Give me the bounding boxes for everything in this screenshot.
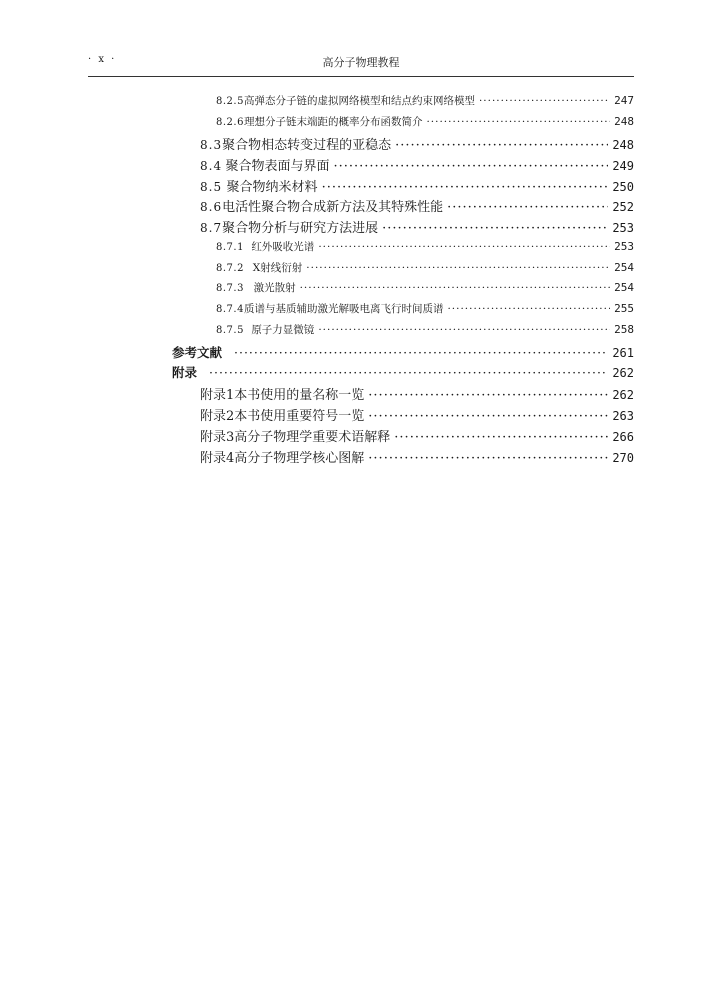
dot-leader	[234, 345, 608, 360]
toc-entry-references[interactable]	[172, 343, 634, 361]
toc-entry-title: 质谱与基质辅助激光解吸电离飞行时间质谱	[243, 303, 444, 315]
toc-entry-title: 高分子物理学核心图解	[234, 451, 365, 466]
toc-entry[interactable]	[200, 155, 634, 174]
toc-entry-number: 8.7.1	[216, 242, 244, 253]
running-title: 高分子物理教程	[322, 56, 400, 69]
dot-leader	[447, 303, 610, 315]
toc-entry-title: 激光散射	[253, 282, 296, 294]
toc-entry-page: 258	[614, 323, 634, 336]
toc-entry[interactable]	[200, 405, 634, 424]
toc-entry-number: 附录2	[200, 409, 235, 424]
toc-entry-number: 8.5	[200, 180, 223, 194]
dot-leader	[333, 159, 608, 174]
toc-entry-number: 8.6	[200, 200, 223, 214]
toc-entry-page: 247	[614, 94, 634, 107]
toc-entry-title: X射线衍射	[252, 262, 303, 274]
dot-leader	[318, 324, 610, 336]
toc-entry[interactable]	[200, 447, 634, 466]
toc-entry-title: 附录	[172, 365, 198, 380]
dot-leader	[368, 451, 608, 466]
toc-entry-title: 本书使用的量名称一览	[234, 388, 365, 403]
toc-entry-page: 252	[612, 200, 634, 214]
toc-entry-title: 聚合物分析与研究方法进展	[222, 221, 379, 236]
dot-leader	[306, 262, 610, 274]
toc-entry-title: 本书使用重要符号一览	[234, 409, 365, 424]
toc-entry-title: 电活性聚合物合成新方法及其特殊性能	[222, 200, 444, 215]
toc-entry[interactable]	[200, 217, 634, 236]
dot-leader	[368, 388, 608, 403]
dot-leader	[382, 221, 608, 236]
toc-entry[interactable]	[216, 114, 634, 129]
toc-entry-page: 270	[612, 451, 634, 465]
toc-entry-page: 248	[614, 115, 634, 128]
toc-entry-number: 8.2.5	[216, 96, 244, 107]
dot-leader	[318, 241, 610, 253]
toc-entry-page: 254	[614, 261, 634, 274]
toc-entry-title: 聚合物相态转变过程的亚稳态	[222, 138, 392, 153]
toc-entry-title: 原子力显微镜	[251, 324, 315, 336]
dot-leader	[368, 409, 608, 424]
page-number: · x ·	[88, 54, 117, 65]
dot-leader	[209, 365, 608, 380]
toc-entry[interactable]	[216, 280, 634, 295]
toc-entry[interactable]	[200, 176, 634, 195]
toc-entry-title: 参考文献	[172, 345, 223, 360]
toc-entry-page: 253	[612, 221, 634, 235]
running-header	[88, 54, 634, 77]
toc-entry-page: 249	[612, 159, 634, 173]
toc-entry-title: 聚合物表面与界面	[225, 159, 330, 174]
dot-leader	[395, 138, 608, 153]
dot-leader	[479, 95, 610, 107]
toc-entry-title: 理想分子链末端距的概率分布函数简介	[243, 116, 423, 128]
toc-entry-number: 附录1	[200, 388, 235, 403]
toc-entry-page: 266	[612, 430, 634, 444]
dot-leader	[447, 200, 608, 215]
toc-entry-number: 附录3	[200, 430, 235, 445]
toc-entry[interactable]	[200, 196, 634, 215]
toc-entry-page: 261	[612, 346, 634, 360]
toc-entry-number: 8.2.6	[216, 117, 244, 128]
toc-entry[interactable]	[216, 239, 634, 254]
toc-entry-page: 248	[612, 138, 634, 152]
toc-entry[interactable]	[216, 322, 634, 337]
toc-entry-title: 高分子物理学重要术语解释	[234, 430, 391, 445]
toc-entry[interactable]	[200, 426, 634, 445]
toc-entry-title: 红外吸收光谱	[251, 241, 315, 253]
toc-entry-number: 8.7	[200, 221, 223, 235]
toc-entry-number: 8.4	[200, 159, 223, 173]
toc-entry[interactable]	[216, 301, 634, 316]
toc-entry-number: 8.7.4	[216, 304, 244, 315]
toc-entry[interactable]	[216, 260, 634, 275]
toc-entry-number: 8.3	[200, 138, 223, 152]
toc-entry-number: 8.7.3	[216, 283, 244, 294]
toc-entry-page: 254	[614, 281, 634, 294]
toc-entry-page: 262	[612, 366, 634, 380]
toc-entry-title: 高弹态分子链的虚拟网络模型和结点约束网络模型	[243, 95, 475, 107]
toc-entry-page: 262	[612, 388, 634, 402]
toc-entry-page: 255	[614, 302, 634, 315]
toc-entry-page: 250	[612, 180, 634, 194]
dot-leader	[394, 430, 608, 445]
toc-entry-number: 附录4	[200, 451, 235, 466]
dot-leader	[322, 180, 609, 195]
toc-entry-number: 8.7.5	[216, 325, 244, 336]
toc-entry-page: 253	[614, 240, 634, 253]
toc-entry[interactable]	[200, 384, 634, 403]
toc-entry-title: 聚合物纳米材料	[226, 180, 318, 195]
dot-leader	[300, 282, 611, 294]
toc-entry-appendix[interactable]	[172, 363, 634, 381]
toc-entry[interactable]	[200, 134, 634, 153]
dot-leader	[426, 116, 610, 128]
toc-entry-number: 8.7.2	[216, 263, 244, 274]
toc-entry[interactable]	[216, 93, 634, 108]
toc-entry-page: 263	[612, 409, 634, 423]
